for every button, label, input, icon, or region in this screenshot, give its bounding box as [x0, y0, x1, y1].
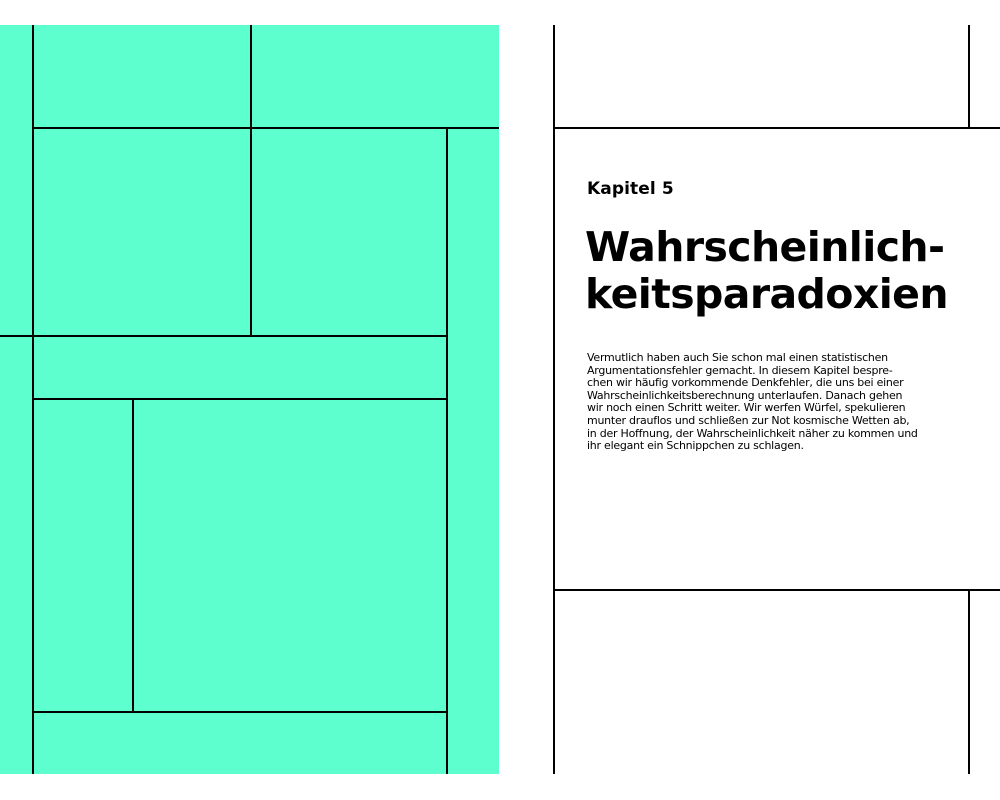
- grid-line: [446, 127, 448, 774]
- intro-text-line: Wahrscheinlichkeitsberechnung unterlaufen. Danach gehen: [587, 388, 903, 402]
- grid-line: [32, 398, 447, 400]
- intro-text-line: in der Hoffnung, der Wahrscheinlichkeit näher zu kommen und: [587, 426, 918, 440]
- grid-line: [968, 25, 970, 128]
- chapter-title-line: keitsparadoxien: [585, 270, 948, 318]
- chapter-number-label: Kapitel 5: [587, 179, 674, 199]
- chapter-intro-paragraph: [587, 352, 955, 453]
- intro-text-line: Argumentationsfehler gemacht. In diesem Kapitel bespre-: [587, 363, 893, 377]
- grid-line: [32, 711, 447, 713]
- grid-line: [553, 127, 1000, 129]
- grid-line: [250, 25, 252, 336]
- intro-text-line: Vermutlich haben auch Sie schon mal einen statistischen: [587, 351, 888, 364]
- chapter-title: [585, 224, 948, 318]
- left-page-grid-illustration: [0, 25, 499, 774]
- grid-line: [32, 127, 499, 129]
- intro-text-line: ihr elegant ein Schnippchen zu schlagen.: [587, 439, 804, 453]
- intro-text-line: munter drauflos und schließen zur Not kosmische Wetten ab,: [587, 413, 910, 427]
- grid-line: [132, 398, 134, 712]
- grid-line: [0, 335, 447, 337]
- right-page-chapter-opener: [538, 25, 1000, 774]
- intro-text-line: wir noch einen Schritt weiter. Wir werfen Würfel, spekulieren: [587, 401, 906, 415]
- grid-line: [553, 25, 555, 774]
- chapter-title-line: Wahrscheinlich-: [585, 223, 945, 271]
- grid-line: [968, 589, 970, 774]
- grid-line: [553, 589, 1000, 591]
- intro-text-line: chen wir häufig vorkommende Denkfehler, die uns bei einer: [587, 376, 904, 390]
